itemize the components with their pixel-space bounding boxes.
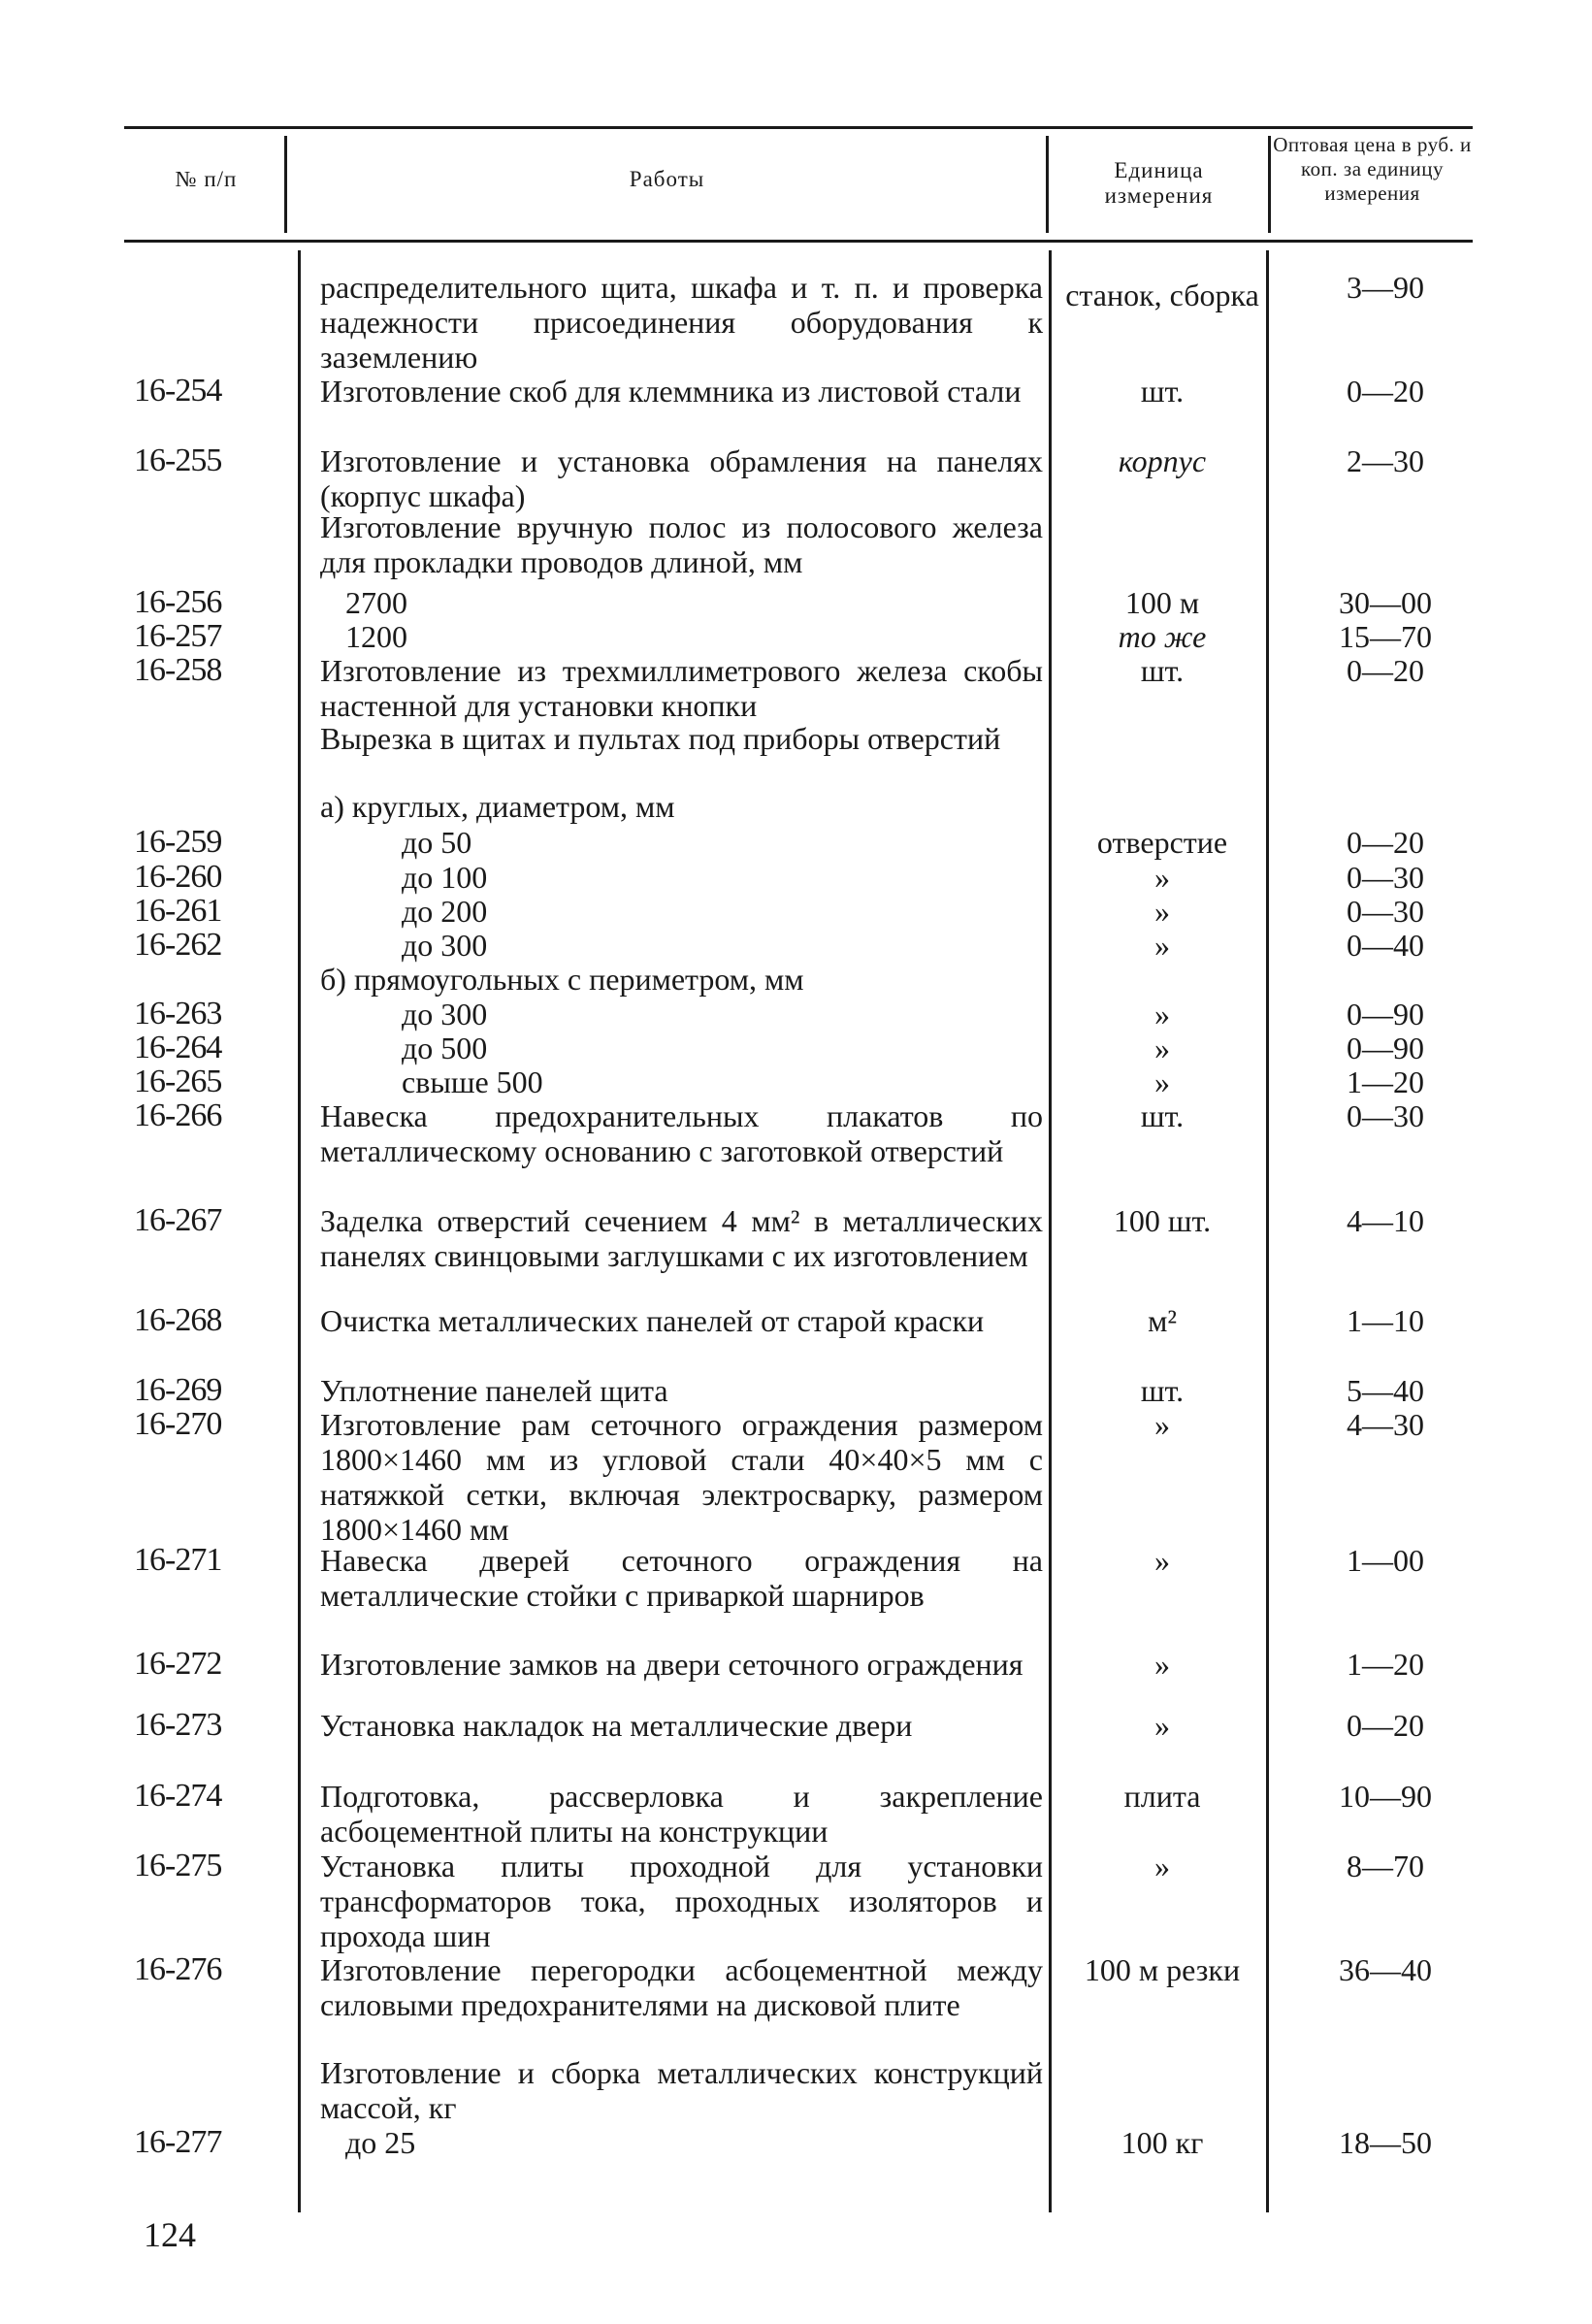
row-work-description: Навеска дверей сеточного ограждения на металлические стойки с приваркой шарниров: [320, 1543, 1043, 1613]
row-work-description: Уплотнение панелей щита: [320, 1373, 668, 1408]
header-col-num: № п/п: [175, 167, 238, 191]
row-work-description: до 25: [345, 2125, 416, 2160]
row-work-description: до 300: [402, 928, 488, 963]
row-price: 30—00: [1339, 585, 1432, 620]
row-price: 0—30: [1347, 1098, 1424, 1133]
row-unit: »: [1154, 1064, 1170, 1099]
row-number: 16-274: [134, 1778, 222, 1814]
row-work-description: Изготовление рам сеточного ограждения размером 1800×1460 мм из угловой стали 40×40×5 мм с натяжкой сетки, включая электросварку, размером 1800×1460 мм: [320, 1407, 1043, 1547]
row-price: 1—10: [1347, 1303, 1424, 1338]
row-work-description: 1200: [345, 619, 407, 654]
row-price: 10—90: [1339, 1779, 1432, 1814]
row-unit: шт.: [1140, 1098, 1185, 1133]
row-unit: шт.: [1140, 374, 1185, 409]
row-unit: »: [1154, 997, 1170, 1031]
row-number: 16-264: [134, 1030, 222, 1065]
row-number: 16-260: [134, 859, 222, 895]
row-number: 16-271: [134, 1542, 222, 1578]
row-number: 16-268: [134, 1302, 222, 1338]
row-work-description: б) прямоугольных с периметром, мм: [320, 962, 804, 997]
row-price: 0—40: [1347, 928, 1424, 963]
row-number: 16-254: [134, 373, 222, 409]
row-work-description: Подготовка, рассверловка и закрепление асбоцементной плиты на конструкции: [320, 1779, 1043, 1849]
row-price: 1—20: [1347, 1064, 1424, 1099]
row-work-description: Навеска предохранительных плакатов по металлическому основанию с заготовкой отверстий: [320, 1098, 1043, 1168]
row-unit: корпус: [1118, 443, 1207, 478]
row-price: 4—10: [1347, 1203, 1424, 1238]
row-price: 0—20: [1347, 374, 1424, 409]
row-work-description: Изготовление и установка обрамления на панелях (корпус шкафа): [320, 443, 1043, 513]
row-price: 4—30: [1347, 1407, 1424, 1442]
row-unit: »: [1154, 1708, 1170, 1743]
row-number: 16-263: [134, 996, 222, 1031]
row-unit: станок, сборка: [1065, 278, 1259, 312]
row-unit: шт.: [1140, 653, 1185, 688]
row-price: 8—70: [1347, 1849, 1424, 1883]
row-price: 36—40: [1339, 1952, 1432, 1987]
row-unit: то же: [1118, 619, 1207, 654]
row-number: 16-276: [134, 1951, 222, 1987]
row-work-description: Вырезка в щитах и пультах под приборы отверстий: [320, 721, 1001, 756]
row-work-description: Изготовление перегородки асбоцементной между силовыми предохранителями на дисковой плите: [320, 1952, 1043, 2022]
row-work-description: до 100: [402, 860, 488, 895]
row-unit: 100 шт.: [1113, 1203, 1212, 1238]
row-unit: »: [1154, 894, 1170, 929]
row-work-description: до 200: [402, 894, 488, 929]
row-work-description: Установка плиты проходной для установки трансформаторов тока, проходных изоляторов и прохода шин: [320, 1849, 1043, 1953]
row-work-description: Заделка отверстий сечением 4 мм² в металлических панелях свинцовыми заглушками с их изготовлением: [320, 1203, 1043, 1273]
row-price: 0—20: [1347, 1708, 1424, 1743]
row-unit: 100 м: [1124, 585, 1200, 620]
row-price: 0—30: [1347, 894, 1424, 929]
row-work-description: до 50: [402, 825, 472, 860]
row-unit: м²: [1148, 1303, 1177, 1338]
row-number: 16-259: [134, 824, 222, 860]
row-unit: отверстие: [1096, 825, 1228, 860]
row-price: 15—70: [1339, 619, 1432, 654]
row-number: 16-270: [134, 1406, 222, 1442]
row-unit: »: [1154, 1031, 1170, 1065]
row-number: 16-277: [134, 2124, 222, 2160]
row-number: 16-269: [134, 1372, 222, 1408]
row-unit: »: [1154, 1543, 1170, 1578]
row-price: 0—20: [1347, 825, 1424, 860]
row-work-description: распределительного щита, шкафа и т. п. и проверка надежности присоединения оборудования к заземлению: [320, 270, 1043, 375]
row-price: 0—90: [1347, 1031, 1424, 1065]
row-price: 1—00: [1347, 1543, 1424, 1578]
row-unit: »: [1154, 860, 1170, 895]
row-price: 5—40: [1347, 1373, 1424, 1408]
row-price: 3—90: [1347, 270, 1424, 305]
row-unit: »: [1154, 1849, 1170, 1883]
row-unit: 100 м резки: [1084, 1952, 1241, 1987]
row-work-description: до 500: [402, 1031, 488, 1065]
row-number: 16-257: [134, 618, 222, 654]
row-price: 0—20: [1347, 653, 1424, 688]
row-number: 16-261: [134, 893, 222, 929]
row-number: 16-258: [134, 652, 222, 688]
row-work-description: Установка накладок на металлические двери: [320, 1708, 913, 1743]
row-unit: плита: [1123, 1779, 1201, 1814]
row-work-description: Изготовление скоб для клеммника из листовой стали: [320, 374, 1022, 409]
header-col-price: Оптовая цена в руб. и коп. за единицу измерения: [1273, 133, 1472, 205]
row-work-description: 2700: [345, 585, 407, 620]
row-price: 2—30: [1347, 443, 1424, 478]
page-number: 124: [144, 2215, 196, 2254]
row-work-description: Изготовление вручную полос из полосового железа для прокладки проводов длиной, мм: [320, 509, 1043, 579]
row-price: 0—90: [1347, 997, 1424, 1031]
row-number: 16-267: [134, 1202, 222, 1238]
row-work-description: а) круглых, диаметром, мм: [320, 789, 675, 824]
row-work-description: до 300: [402, 997, 488, 1031]
row-number: 16-265: [134, 1064, 222, 1099]
row-price: 0—30: [1347, 860, 1424, 895]
row-unit: »: [1154, 1647, 1170, 1682]
row-number: 16-256: [134, 584, 222, 620]
row-work-description: свыше 500: [402, 1064, 543, 1099]
row-number: 16-272: [134, 1646, 222, 1682]
row-price: 18—50: [1339, 2125, 1432, 2160]
header-col-unit: Единица измерения: [1104, 158, 1214, 208]
header-col-work: Работы: [629, 167, 705, 191]
row-number: 16-273: [134, 1707, 222, 1743]
row-work-description: Изготовление из трехмиллиметрового железа скобы настенной для установки кнопки: [320, 653, 1043, 723]
row-work-description: Изготовление и сборка металлических конструкций массой, кг: [320, 2055, 1043, 2125]
row-number: 16-255: [134, 442, 222, 478]
row-unit: 100 кг: [1121, 2125, 1204, 2160]
row-number: 16-266: [134, 1097, 222, 1133]
row-number: 16-262: [134, 927, 222, 963]
row-unit: »: [1154, 1407, 1170, 1442]
row-unit: »: [1154, 928, 1170, 963]
row-price: 1—20: [1347, 1647, 1424, 1682]
row-number: 16-275: [134, 1848, 222, 1883]
row-unit: шт.: [1140, 1373, 1185, 1408]
row-work-description: Изготовление замков на двери сеточного ограждения: [320, 1647, 1023, 1682]
row-work-description: Очистка металлических панелей от старой краски: [320, 1303, 985, 1338]
